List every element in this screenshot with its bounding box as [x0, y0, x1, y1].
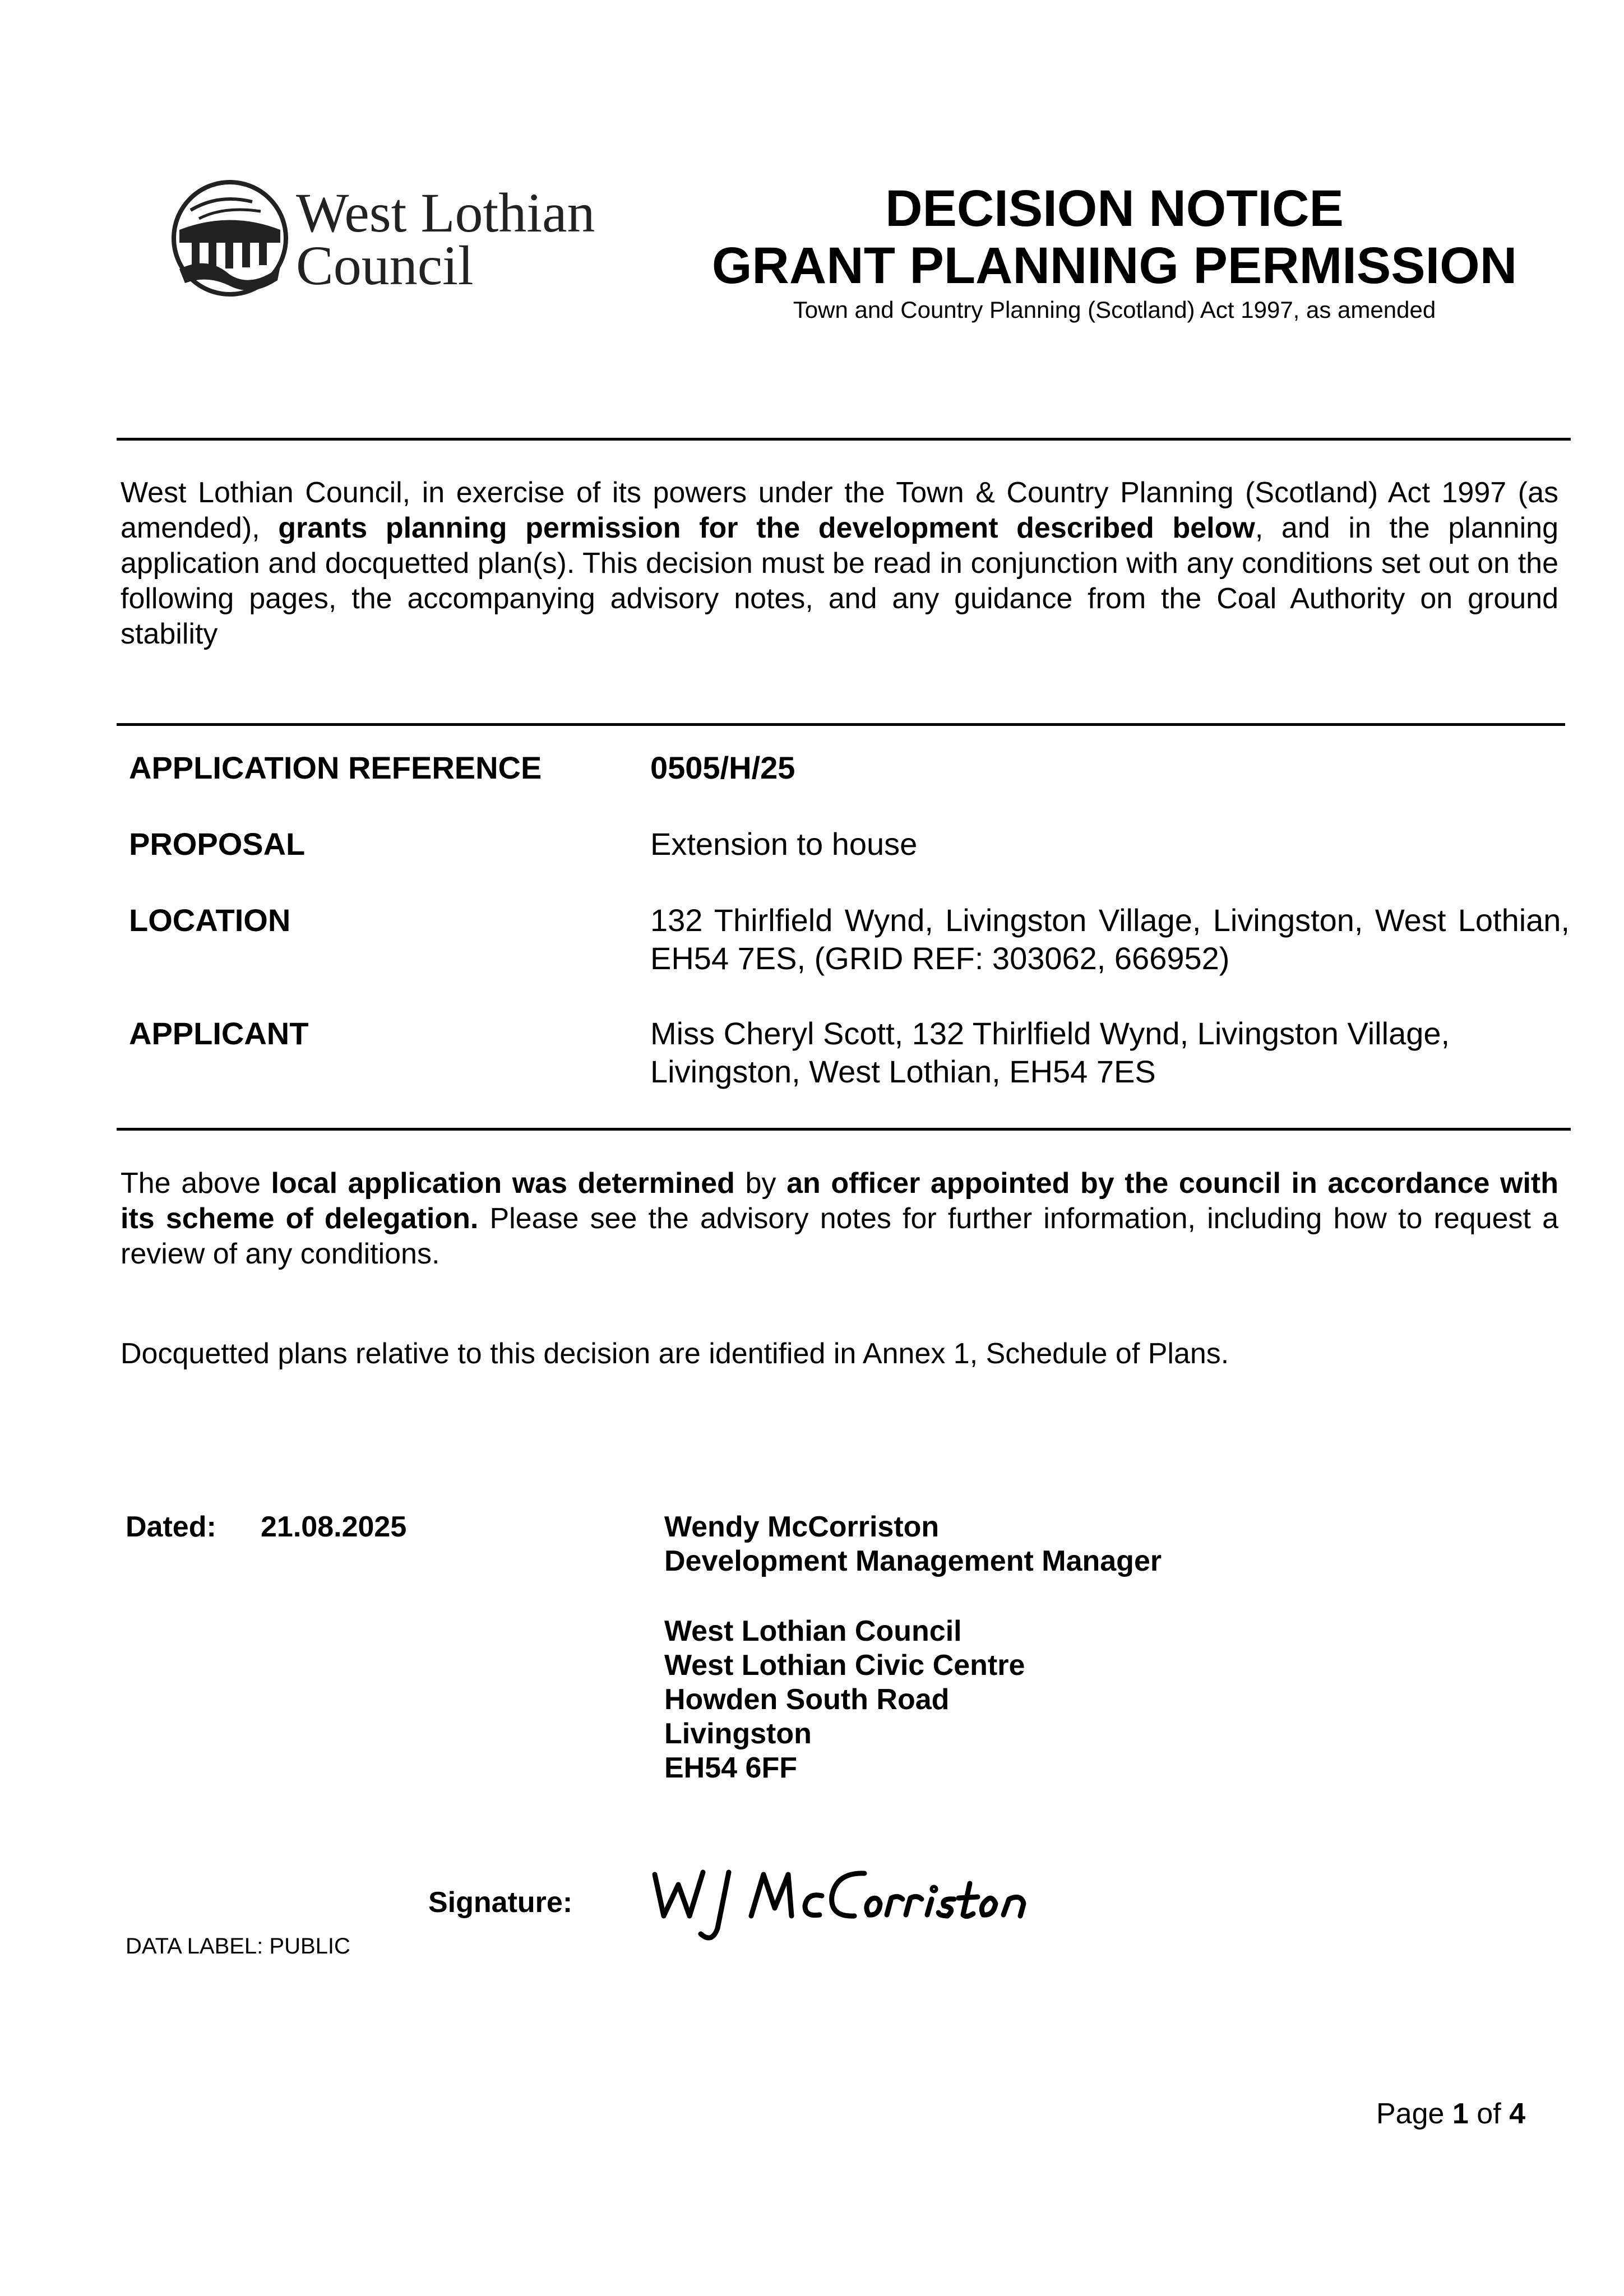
- divider: [117, 438, 1571, 441]
- address-line: West Lothian Council: [664, 1615, 962, 1647]
- council-address: [664, 1614, 1025, 1785]
- proposal-label: PROPOSAL: [129, 826, 306, 862]
- logo-text-line1: West Lothian: [296, 182, 595, 244]
- location-value: 132 Thirlfield Wynd, Livingston Village, Livingston, West Lothian, EH54 7ES, (GRID REF: 303062, 666952): [650, 902, 1570, 976]
- docquetted-plans-note: Docquetted plans relative to this decision are identified in Annex 1, Schedule of Plans.: [121, 1337, 1229, 1370]
- legislation-reference: Town and Country Planning (Scotland) Act 1997, as amended: [793, 297, 1436, 323]
- location-label: LOCATION: [129, 902, 291, 938]
- officer-block: [664, 1510, 1162, 1578]
- notice-title: DECISION NOTICE: [885, 180, 1344, 237]
- notice-subtitle: GRANT PLANNING PERMISSION: [711, 237, 1517, 294]
- officer-title: Development Management Manager: [664, 1545, 1162, 1577]
- address-line: Howden South Road: [664, 1683, 950, 1716]
- dated-label: Dated:: [126, 1511, 216, 1543]
- application-reference-value: 0505/H/25: [650, 750, 795, 785]
- determination-paragraph: [121, 1166, 1558, 1272]
- page-prefix: Page: [1376, 2098, 1445, 2130]
- determination-bold: an officer appointed by the council in accordance with its scheme of delegation.: [121, 1167, 1558, 1235]
- signature-label: Signature:: [428, 1886, 573, 1919]
- application-reference-label: APPLICATION REFERENCE: [129, 750, 542, 785]
- intro-text-2: , and in the planning application and docquetted plan(s). This decision must be read in conjunction with any conditions set out on the following pages, the accompanying advisory notes, and any guidance from the Coal Authority on ground stability: [121, 512, 1558, 650]
- applicant-line: Livingston, West Lothian, EH54 7ES: [650, 1054, 1156, 1089]
- page-total: 4: [1509, 2098, 1526, 2130]
- council-logo: [168, 177, 617, 300]
- intro-text-1: West Lothian Council, in exercise of its powers under the Town & Country Planning (Scotland) Act 1997 (as amended),: [121, 476, 1558, 544]
- page-of: of: [1477, 2098, 1501, 2130]
- intro-text-bold: grants planning permission for the development described below: [278, 512, 1255, 544]
- divider: [117, 1128, 1571, 1131]
- data-classification-label: DATA LABEL: PUBLIC: [126, 1934, 350, 1959]
- determination-text: by: [734, 1167, 787, 1200]
- address-line: EH54 6FF: [664, 1752, 797, 1784]
- officer-name: Wendy McCorriston: [664, 1511, 940, 1543]
- determination-text: The above: [121, 1167, 271, 1200]
- address-line: West Lothian Civic Centre: [664, 1649, 1025, 1682]
- determination-text: Please see the advisory notes for further information, including how to request a review of any conditions.: [121, 1202, 1558, 1270]
- determination-bold: local application was determined: [271, 1167, 735, 1200]
- page-number: [1376, 2096, 1525, 2131]
- applicant-value: [650, 1015, 1570, 1091]
- applicant-label: APPLICANT: [129, 1016, 309, 1051]
- viaduct-emblem-icon: [174, 182, 286, 294]
- handwritten-signature: [645, 1850, 1048, 1951]
- proposal-value: Extension to house: [650, 826, 918, 862]
- logo-text-line2: Council: [296, 234, 474, 297]
- page-current: 1: [1452, 2098, 1469, 2130]
- divider: [117, 723, 1565, 726]
- dated-value: 21.08.2025: [261, 1511, 407, 1543]
- address-line: Livingston: [664, 1718, 812, 1750]
- intro-paragraph: [121, 475, 1558, 652]
- applicant-line: Miss Cheryl Scott, 132 Thirlfield Wynd, Livingston Village,: [650, 1016, 1450, 1051]
